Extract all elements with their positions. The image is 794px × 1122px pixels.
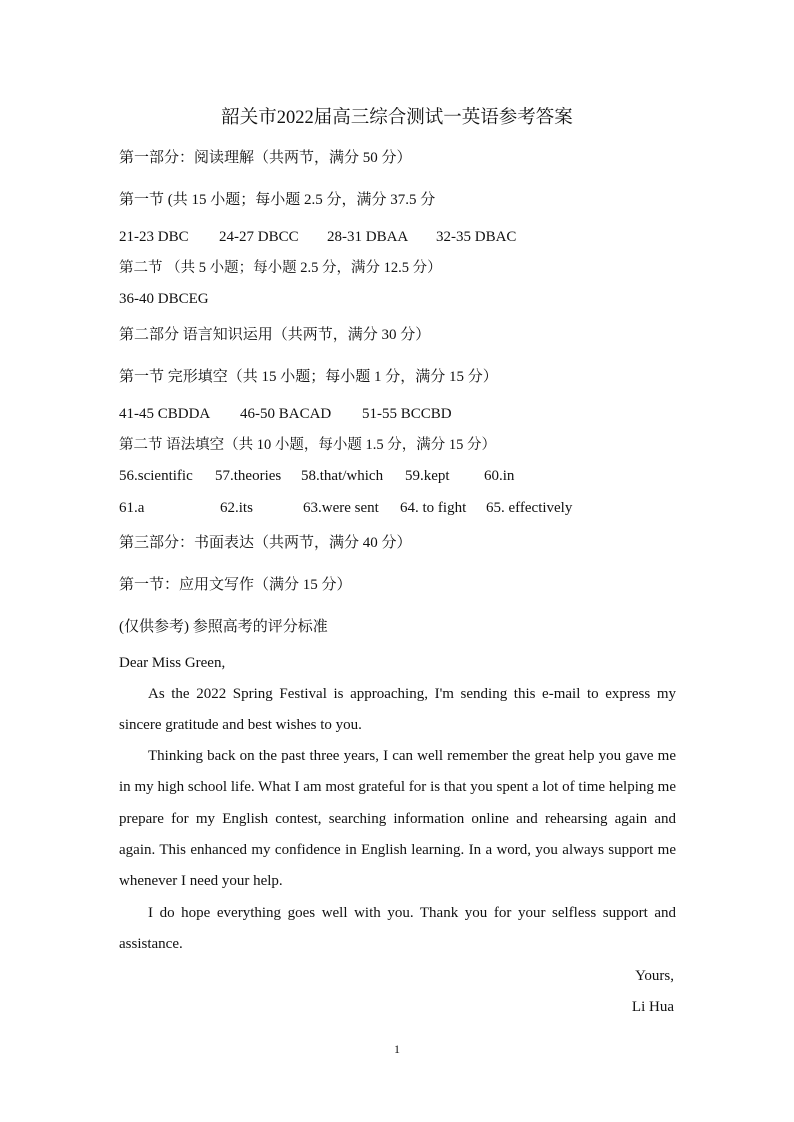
answer-item: 58.that/which	[301, 468, 384, 484]
part3-section1-heading: 第一节：应用文写作（满分 15 分）	[119, 577, 352, 593]
letter-signature: Li Hua	[631, 999, 674, 1015]
letter-closing: Yours,	[635, 968, 674, 984]
letter-paragraph: I do hope everything goes well with you. Thank you for your selfless support and assistance.	[119, 905, 676, 953]
answer-item: 56.scientific	[119, 468, 193, 484]
answer-group: 21-23 DBC	[119, 229, 189, 245]
letter-paragraph: Thinking back on the past three years, I can well remember the great help you gave me in my high school life. What I am most grateful for is that you spent a lot of time helping me prepare for my English contest, searching information online and rehearsing again and again. This enhanced my confidence in English learning. In a word, you always support me whenever I need your help.	[119, 748, 676, 890]
document-title: 韶关市2022届高三综合测试一英语参考答案	[221, 108, 573, 128]
part1-heading: 第一部分：阅读理解（共两节，满分 50 分）	[119, 150, 412, 166]
reference-note: (仅供参考) 参照高考的评分标准	[119, 619, 328, 635]
part1-section1-heading: 第一节 (共 15 小题；每小题 2.5 分，满分 37.5 分	[119, 192, 436, 208]
answer-group: 32-35 DBAC	[436, 229, 517, 245]
answer-item: 62.its	[220, 500, 253, 516]
answer-group: 51-55 BCCBD	[362, 406, 452, 422]
letter-greeting: Dear Miss Green,	[119, 655, 226, 671]
answer-group: 24-27 DBCC	[219, 229, 299, 245]
answer-item: 63.were sent	[303, 500, 379, 516]
part2-section2-heading: 第二节 语法填空（共 10 小题，每小题 1.5 分，满分 15 分）	[119, 437, 496, 453]
answer-item: 59.kept	[405, 468, 450, 484]
answer-group: 46-50 BACAD	[240, 406, 332, 422]
page-number: 1	[394, 1042, 400, 1056]
answer-item: 57.theories	[215, 468, 282, 484]
part2-section1-heading: 第一节 完形填空（共 15 小题；每小题 1 分，满分 15 分）	[119, 369, 498, 385]
answer-group: 36-40 DBCEG	[119, 291, 209, 307]
answer-item: 60.in	[484, 468, 515, 484]
answer-group: 41-45 CBDDA	[119, 406, 211, 422]
answer-item: 61.a	[119, 500, 145, 516]
answer-item: 65. effectively	[486, 500, 573, 516]
part3-heading: 第三部分：书面表达（共两节，满分 40 分）	[119, 535, 412, 551]
part1-section2-heading: 第二节 （共 5 小题；每小题 2.5 分，满分 12.5 分）	[119, 260, 442, 276]
part2-heading: 第二部分 语言知识运用（共两节，满分 30 分）	[119, 327, 431, 343]
answer-group: 28-31 DBAA	[327, 229, 409, 245]
answer-item: 64. to fight	[400, 500, 467, 516]
letter-paragraph: As the 2022 Spring Festival is approaching, I'm sending this e-mail to express my sincere gratitude and best wishes to you.	[119, 686, 676, 734]
